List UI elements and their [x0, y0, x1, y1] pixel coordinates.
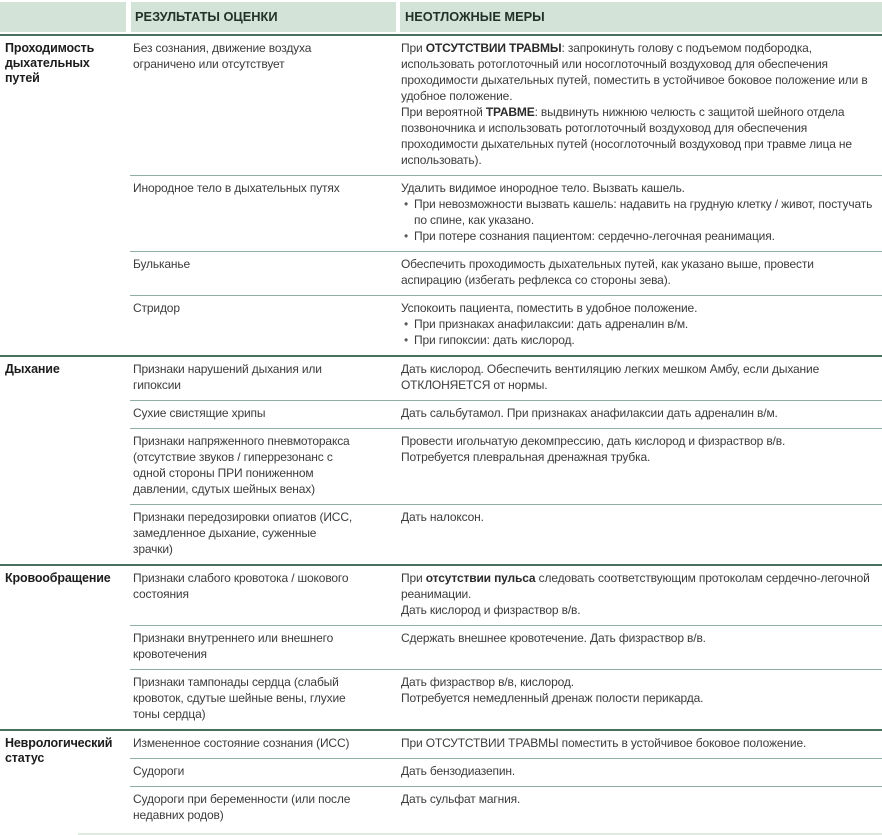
table-row — [130, 758, 882, 786]
measure-paragraph — [401, 449, 874, 465]
measure-paragraph — [401, 361, 874, 393]
text: Дать кислород и физраствор в/в. — [401, 603, 581, 617]
table-row — [130, 295, 882, 355]
measures-cell — [398, 630, 882, 662]
measure-paragraph — [401, 405, 874, 421]
text: Потребуется плевральная дренажная трубка. — [401, 450, 651, 464]
category-cell: Кровообращение — [5, 571, 111, 585]
measure-paragraph — [401, 433, 874, 449]
section-rows — [130, 36, 882, 355]
bullet-item — [401, 228, 874, 244]
table-row — [130, 625, 882, 669]
assessment-cell: Измененное состояние сознания (ИСС) — [133, 736, 350, 750]
measure-paragraph — [401, 509, 874, 525]
text: Обеспечить проходимость дыхательных путей, как указано выше, провести аспирацию (избегать рефлекса со стороны зева). — [401, 257, 814, 287]
assessment-cell: Бульканье — [133, 257, 190, 271]
table-section-3 — [0, 729, 882, 830]
assessment-cell: Признаки тампонады сердца (слабый кровоток, сдутые шейные вены, глухие тоны сердца) — [133, 675, 346, 721]
text: : запрокинуть голову с подъемом подбородка, использовать ротоглоточный или носоглоточный воздуховод для обеспечения проходимости дыхательных путей, поместить в устойчивое боковое положение или в удобное положение. — [401, 41, 868, 103]
section-rows — [130, 731, 882, 830]
table-header-row — [0, 2, 882, 32]
header-cell-category — [0, 2, 126, 32]
table-row — [130, 669, 882, 729]
table-row — [130, 357, 882, 400]
measures-cell — [398, 763, 882, 779]
text: Провести игольчатую декомпрессию, дать кислород и физраствор в/в. — [401, 434, 786, 448]
bold-text: ТРАВМЕ — [485, 105, 535, 119]
table-section-2 — [0, 564, 882, 729]
text: Удалить видимое инородное тело. Вызвать кашель. — [401, 181, 685, 195]
measures-cell — [398, 509, 882, 557]
measure-paragraph — [401, 300, 874, 316]
measure-paragraph — [401, 256, 874, 288]
text: При гипоксии: дать кислород. — [414, 333, 575, 347]
text: Дать налоксон. — [401, 510, 484, 524]
measure-paragraph — [401, 735, 874, 751]
measure-paragraph — [401, 570, 874, 602]
measure-paragraph — [401, 674, 874, 690]
measure-paragraph — [401, 763, 874, 779]
measures-cell — [398, 791, 882, 823]
bullet-item — [401, 196, 874, 228]
text: Успокоить пациента, поместить в удобное положение. — [401, 301, 698, 315]
table-section-0 — [0, 36, 882, 355]
bullet-item — [401, 332, 874, 348]
assessment-cell: Сухие свистящие хрипы — [133, 406, 266, 420]
measure-paragraph — [401, 630, 874, 646]
table-row — [130, 175, 882, 251]
category-cell: Проходимость дыхательных путей — [5, 41, 95, 85]
text: : выдвинуть нижнюю челюсть с защитой шейного отдела позвоночника и использовать ротоглоточный воздуховод для обеспечения проходимости дыхательных путей (носоглоточный воздуховод при травме лица не использовать). — [401, 105, 852, 167]
column-header-assessment-label: РЕЗУЛЬТАТЫ ОЦЕНКИ — [135, 9, 278, 24]
bold-text: отсутствии пульса — [425, 571, 536, 585]
measure-paragraph — [401, 180, 874, 196]
measures-cell — [398, 433, 882, 497]
measure-paragraph — [401, 602, 874, 618]
header-cell-measures — [400, 2, 882, 32]
measure-paragraph — [401, 40, 874, 104]
text: Дать сальбутамол. При признаках анафилаксии дать адреналин в/м. — [401, 406, 778, 420]
assessment-cell: Стридор — [133, 301, 180, 315]
table-row — [130, 400, 882, 428]
text: Дать физраствор в/в, кислород. — [401, 675, 574, 689]
assessment-cell: Признаки внутреннего или внешнего кровотечения — [133, 631, 334, 661]
table-row — [130, 36, 882, 175]
assessment-cell: Судороги — [133, 764, 185, 778]
table-row — [130, 251, 882, 295]
measure-paragraph — [401, 791, 874, 807]
measure-paragraph — [401, 690, 874, 706]
text: При потере сознания пациентом: сердечно-легочная реанимация. — [414, 229, 775, 243]
measures-cell — [398, 180, 882, 244]
text: При невозможности вызвать кашель: надавить на грудную клетку / живот, постучать по спине, как указано. — [414, 197, 873, 227]
text: При — [401, 571, 426, 585]
category-cell: Дыхание — [5, 362, 60, 376]
measures-cell — [398, 256, 882, 288]
text: При вероятной — [401, 105, 486, 119]
text: Дать бензодиазепин. — [401, 764, 516, 778]
table-section-1 — [0, 355, 882, 564]
assessment-cell: Инородное тело в дыхательных путях — [133, 181, 340, 195]
text: Потребуется немедленный дренаж полости перикарда. — [401, 691, 704, 705]
section-rows — [130, 566, 882, 729]
table-body — [0, 36, 882, 830]
table-row — [130, 566, 882, 625]
assessment-cell: Признаки нарушений дыхания или гипоксии — [133, 362, 322, 392]
assessment-cell: Признаки напряженного пневмоторакса (отсутствие звуков / гиперрезонанс с одной стороны ПРИ пониженном давлении, сдутых шейных венах) — [133, 434, 350, 496]
text: При признаках анафилаксии: дать адреналин в/м. — [414, 317, 689, 331]
section-rows — [130, 357, 882, 564]
bullet-item — [401, 316, 874, 332]
measures-cell — [398, 405, 882, 421]
assessment-cell: Судороги при беременности (или после недавних родов) — [133, 792, 351, 822]
header-cell-assessment — [131, 2, 396, 32]
text: Сдержать внешнее кровотечение. Дать физраствор в/в. — [401, 631, 706, 645]
text: следовать соответствующим протоколам сердечно-легочной реанимации. — [401, 571, 870, 601]
measures-cell — [398, 570, 882, 618]
text: Дать сульфат магния. — [401, 792, 521, 806]
table-row — [130, 504, 882, 564]
measures-cell — [398, 361, 882, 393]
table-row — [130, 428, 882, 504]
measures-cell — [398, 300, 882, 348]
text: При — [401, 41, 426, 55]
measures-cell — [398, 735, 882, 751]
measures-cell — [398, 674, 882, 722]
text: При ОТСУТСТВИИ ТРАВМЫ поместить в устойчивое боковое положение. — [401, 736, 807, 750]
assessment-cell: Признаки передозировки опиатов (ИСС, замедленное дыхание, суженные зрачки) — [133, 510, 353, 556]
category-cell: Неврологический статус — [5, 736, 113, 765]
table-row — [130, 786, 882, 830]
column-header-measures-label: НЕОТЛОЖНЫЕ МЕРЫ — [405, 9, 545, 24]
table-row — [130, 731, 882, 758]
bold-text: ОТСУТСТВИИ ТРАВМЫ — [425, 41, 562, 55]
measures-cell — [398, 40, 882, 168]
assessment-cell: Признаки слабого кровотока / шокового состояния — [133, 571, 349, 601]
measure-paragraph — [401, 104, 874, 168]
text: Дать кислород. Обеспечить вентиляцию легких мешком Амбу, если дыхание ОТКЛОНЯЕТСЯ от нормы. — [401, 362, 820, 392]
assessment-cell: Без сознания, движение воздуха ограничено или отсутствует — [133, 41, 312, 71]
